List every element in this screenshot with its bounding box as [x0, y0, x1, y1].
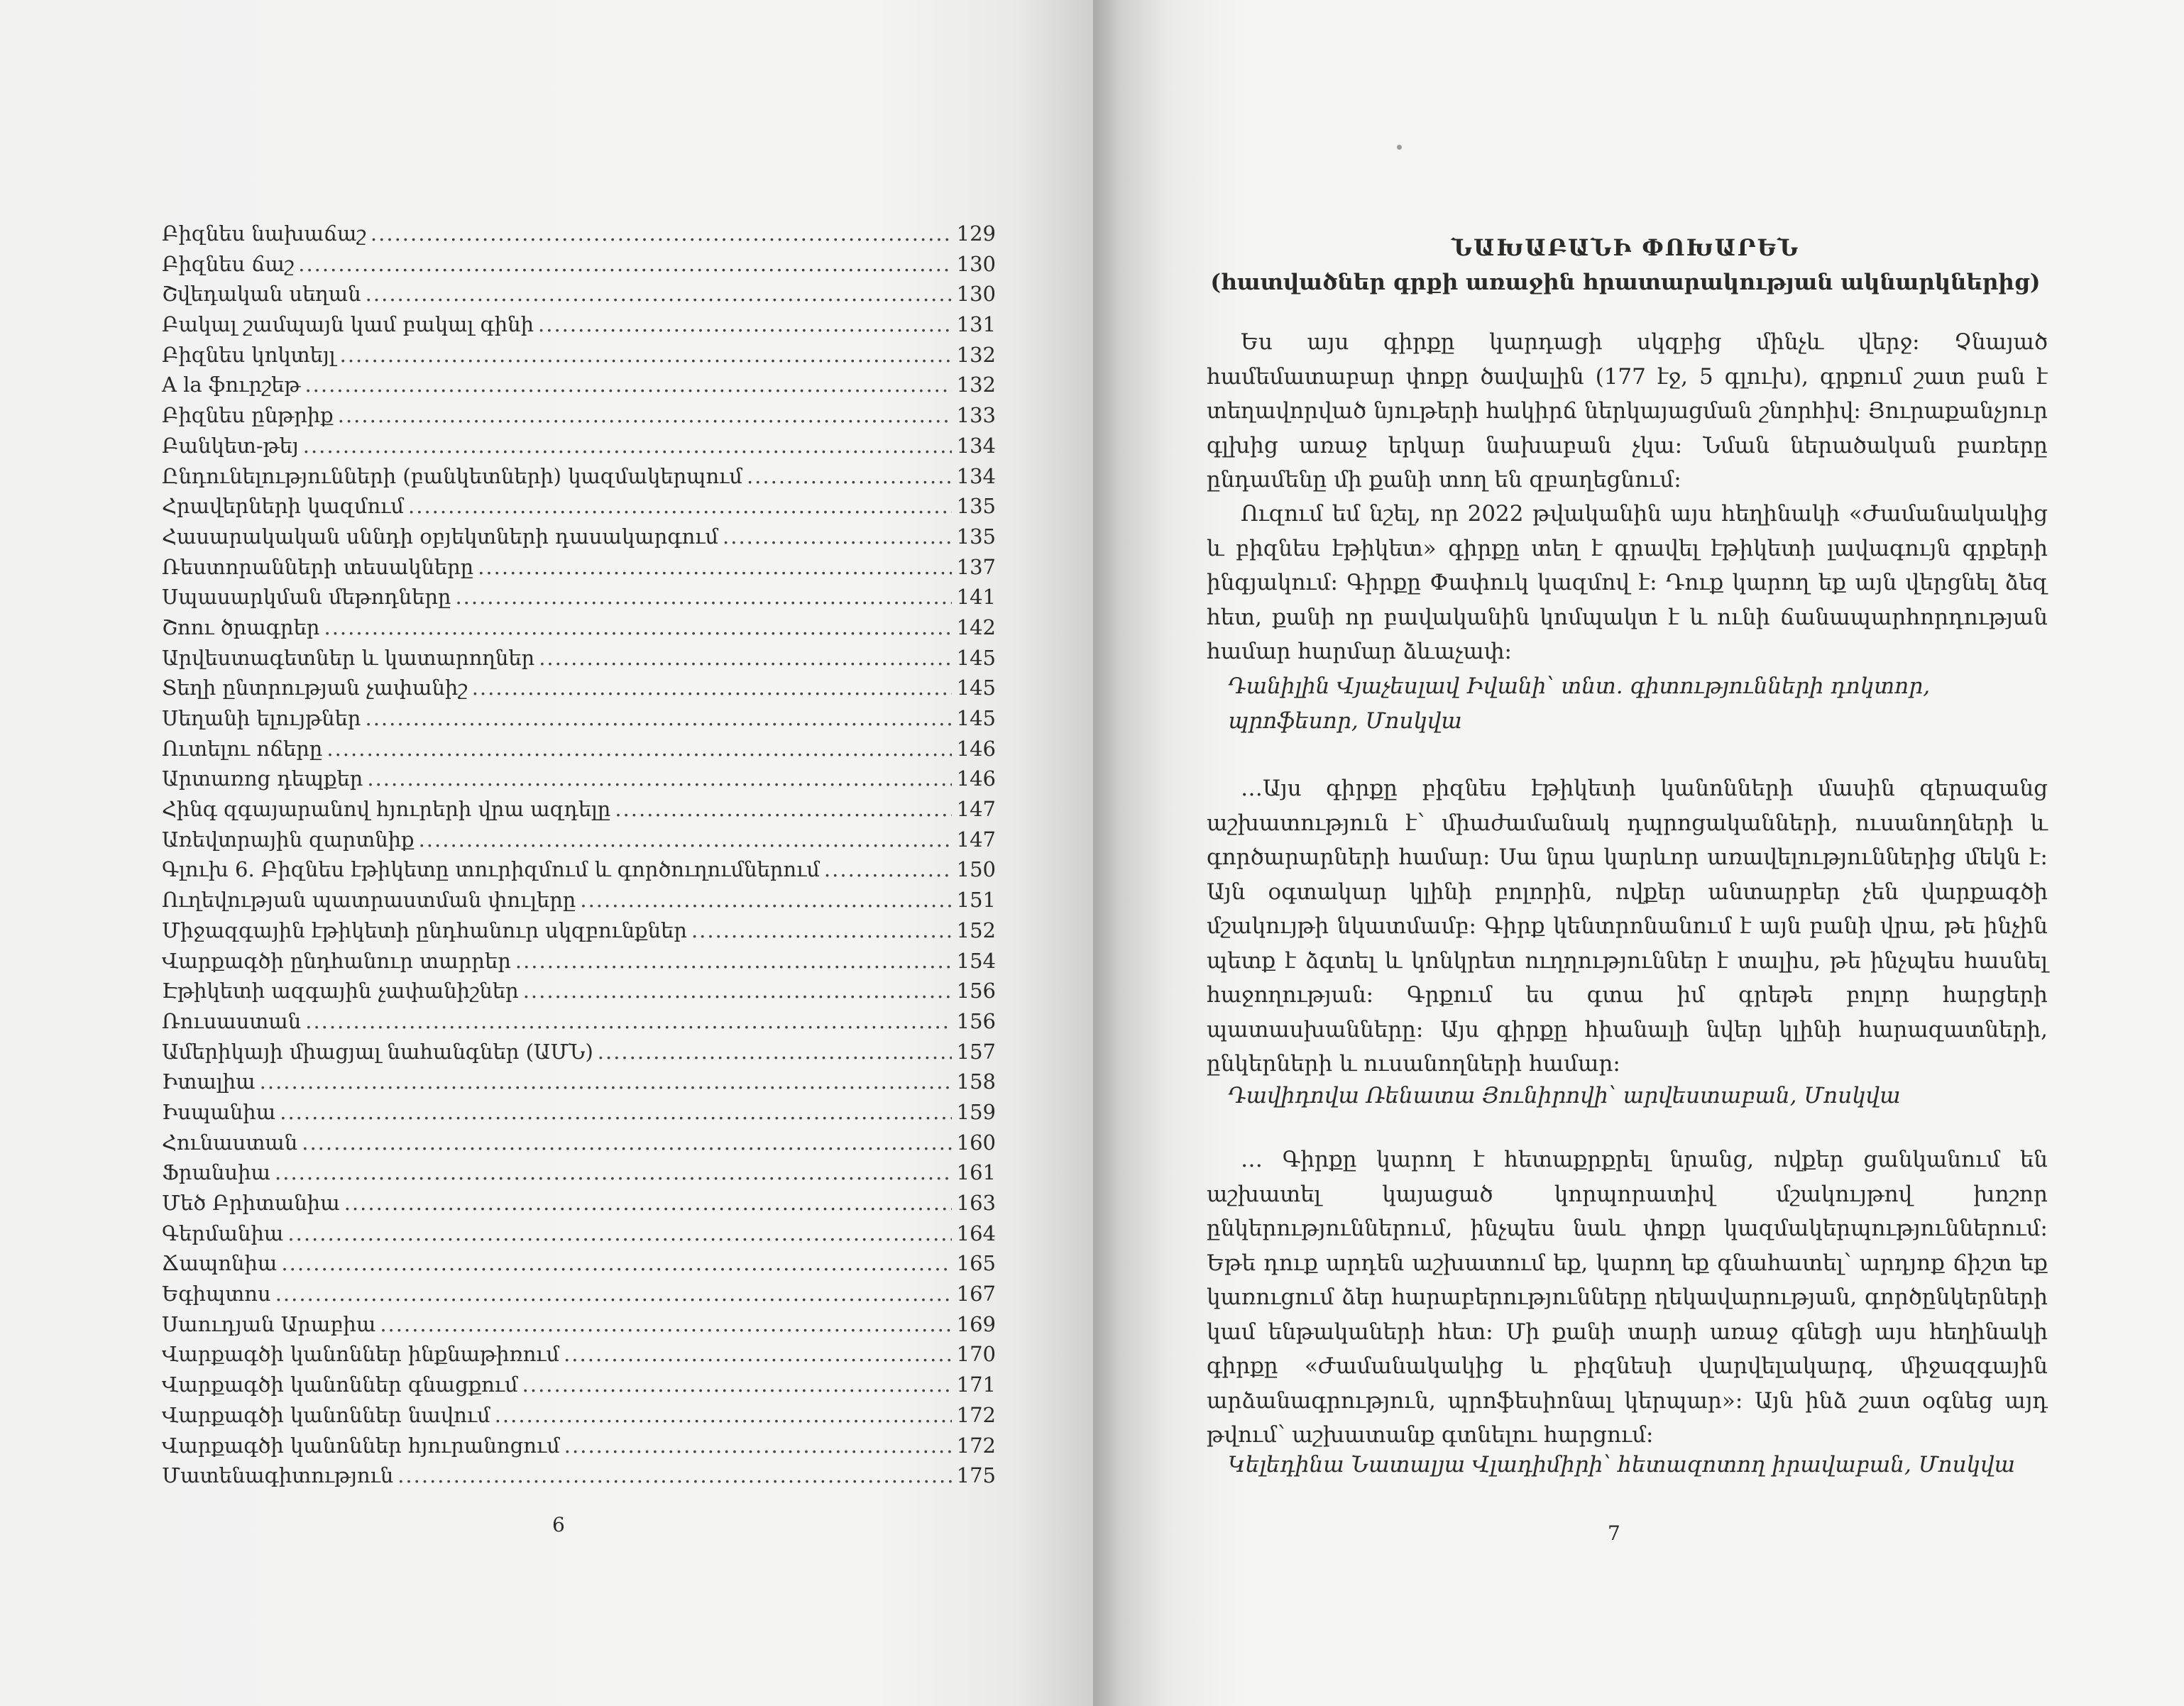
toc-entry — [162, 1342, 996, 1372]
toc-entry-title: Միջազգային էթիկետի ընդհանուր սկզբունքներ — [162, 918, 687, 942]
toc-entry-page-number: 170 — [956, 1342, 996, 1367]
toc-entry-title: Մեծ Բրիտանիա — [162, 1191, 340, 1215]
toc-entry-title: Հասարակական սննդի օբյեկտների դասակարգում — [162, 524, 719, 549]
toc-entry-title: Բիզնես կոկտեյլ — [162, 342, 336, 367]
toc-dot-leader — [340, 343, 952, 367]
toc-dot-leader — [515, 949, 952, 973]
toc-entry — [162, 343, 996, 373]
toc-entry — [162, 1100, 996, 1130]
toc-entry — [162, 403, 996, 434]
toc-entry — [162, 1040, 996, 1070]
toc-dot-leader — [303, 434, 952, 458]
toc-dot-leader — [275, 1282, 952, 1306]
toc-entry-title: Վարքագծի ընդհանուր տարրեր — [162, 948, 511, 973]
toc-entry-title: Վարքագծի կանոններ նավում — [162, 1402, 490, 1427]
toc-entry — [162, 1160, 996, 1191]
toc-entry-title: Մատենագիտություն — [162, 1463, 394, 1488]
toc-dot-leader — [302, 1130, 952, 1155]
toc-entry-page-number: 163 — [956, 1191, 996, 1215]
toc-entry-page-number: 145 — [956, 645, 996, 670]
toc-entry — [162, 615, 996, 646]
toc-entry-title: Վարքագծի կանոններ հյուրանոցում — [162, 1433, 560, 1458]
toc-dot-leader — [408, 494, 952, 518]
toc-entry-page-number: 132 — [956, 342, 996, 367]
page-number-right: 7 — [1608, 1521, 1620, 1545]
toc-dot-leader — [324, 615, 952, 639]
toc-dot-leader — [523, 979, 952, 1003]
toc-entry — [162, 979, 996, 1009]
toc-entry-title: Շվեդական սեղան — [162, 282, 361, 307]
toc-entry — [162, 646, 996, 676]
toc-entry-page-number: 130 — [956, 251, 996, 276]
toc-entry-title: Սպասարկման մեթոդները — [162, 585, 451, 610]
toc-entry-page-number: 159 — [956, 1099, 996, 1124]
toc-dot-leader — [304, 373, 952, 397]
toc-entry-page-number: 161 — [956, 1160, 996, 1185]
toc-entry — [162, 857, 996, 888]
toc-entry-page-number: 151 — [956, 888, 996, 913]
toc-dot-leader — [615, 797, 952, 821]
toc-entry-page-number: 147 — [956, 827, 996, 852]
toc-entry — [162, 1282, 996, 1312]
toc-dot-leader — [260, 1069, 952, 1094]
toc-entry-page-number: 145 — [956, 706, 996, 730]
toc-dot-leader — [380, 1312, 952, 1336]
toc-dot-leader — [824, 857, 952, 881]
toc-entry — [162, 676, 996, 706]
review-signature-3: Կելեդինա Նատալյա Վլադիմիրի՝ հետազոտող իրավաբան, Մոսկվա — [1228, 1452, 2016, 1477]
foreword-subheading: (հատվածներ գրքի առաջին հրատարակության ակնարկներից) — [1210, 270, 2041, 295]
toc-entry-title: Գլուխ 6. Բիզնես էթիկետը տուրիզմում և գործուղումներում — [162, 857, 820, 882]
toc-entry — [162, 918, 996, 949]
toc-entry-page-number: 135 — [956, 494, 996, 519]
foreword-heading: ՆԱԽԱԲԱՆԻ ՓՈԽԱՐԵՆ — [1451, 234, 1800, 261]
toc-entry — [162, 1251, 996, 1282]
toc-entry-title: Վարքագծի կանոններ գնացքում — [162, 1372, 518, 1397]
toc-dot-leader — [564, 1342, 952, 1366]
toc-entry-title: Իսպանիա — [162, 1099, 276, 1124]
scan-speck — [1397, 145, 1402, 150]
toc-entry-title: Բիզնես ճաշ — [162, 251, 295, 276]
toc-entry-title: Արվեստագետներ և կատարողներ — [162, 645, 535, 670]
toc-entry-page-number: 131 — [956, 312, 996, 337]
toc-dot-leader — [326, 737, 952, 761]
toc-entry-page-number: 129 — [956, 221, 996, 246]
toc-entry — [162, 221, 996, 252]
toc-dot-leader — [472, 676, 952, 700]
toc-entry — [162, 494, 996, 524]
review-signature-2: Դավիդովա Ռենատա Յունիրովի՝ արվեստաբան, Մոսկվա — [1228, 1083, 1901, 1108]
toc-entry-title: Սեղանի ելույթներ — [162, 706, 361, 730]
toc-dot-leader — [298, 252, 952, 276]
toc-dot-leader — [371, 221, 952, 246]
toc-entry — [162, 1191, 996, 1221]
toc-entry — [162, 888, 996, 918]
toc-entry-page-number: 146 — [956, 766, 996, 791]
toc-dot-leader — [280, 1100, 952, 1124]
toc-entry-page-number: 146 — [956, 736, 996, 761]
toc-entry — [162, 737, 996, 767]
toc-entry-title: Ֆրանսիա — [162, 1160, 271, 1185]
toc-dot-leader — [538, 312, 952, 336]
toc-entry — [162, 373, 996, 403]
review-paragraph-4: … Գիրքը կարող է հետաքրքրել նրանց, ովքեր ցանկանում են աշխատել կայացած կորպորատիվ մշակույթով խոշոր ընկերություններում, ինչպես նաև փոքր կազմակերպություններում: Եթե դուք արդեն աշխատում եք, կարող եք գնահատել՝ արդյոք ճիշտ եք կառուցում ձեր հարաբերությունները ղեկավարության, գործընկերների կամ ենթակաների հետ: Մի քանի տարի առաջ գնեցի այս հեղինակի գիրքը «Ժամանակակից և բիզնեսի վարվելակարգ, միջազգային արձանագրություն, պրոֆեսիոնալ կերպար»: Այն ինձ շատ օգնեց այդ թվում՝ աշխատանք գտնելու հարցում: — [1207, 1147, 2048, 1448]
toc-entry-title: Բանկետ-թեյ — [162, 433, 299, 458]
toc-entry-page-number: 152 — [956, 918, 996, 942]
toc-entry-title: Ամերիկայի միացյալ նահանգներ (ԱՄՆ) — [162, 1039, 593, 1064]
toc-entry-title: Տեղի ընտրության չափանիշ — [162, 676, 468, 700]
review-paragraph-1: Ես այս գիրքը կարդացի սկզբից մինչև վերջ: Չնայած համեմատաբար փոքր ծավալին (177 էջ, 5 գլուխ), գրքում շատ բան է տեղավորված նյութերի հակիրճ ներկայացման շնորհիվ: Յուրաքանչյուր գլխից առաջ երկար նախաբան չկա: Նման ներածական բառերը ընդամենը մի քանի տող են զբաղեցնում: — [1207, 329, 2048, 492]
toc-entry-title: Ընդունելությունների (բանկետների) կազմակերպում — [162, 463, 742, 488]
toc-entry — [162, 766, 996, 797]
toc-dot-leader — [367, 766, 952, 791]
toc-entry-title: Եգիպտոս — [162, 1282, 271, 1306]
toc-entry — [162, 282, 996, 312]
toc-entry-title: Բիզնես նախաճաշ — [162, 221, 366, 246]
toc-dot-leader — [539, 646, 952, 670]
toc-entry — [162, 1009, 996, 1040]
toc-entry-title: Էթիկետի ազգային չափանիշներ — [162, 979, 519, 1003]
toc-entry — [162, 1312, 996, 1343]
toc-entry-title: Հրավերների կազմում — [162, 494, 405, 519]
toc-entry-page-number: 141 — [956, 585, 996, 610]
toc-entry-page-number: 134 — [956, 433, 996, 458]
toc-dot-leader — [275, 1160, 952, 1184]
toc-dot-leader — [495, 1403, 952, 1427]
toc-entry-page-number: 135 — [956, 524, 996, 549]
toc-entry-title: Սաուդյան Արաբիա — [162, 1311, 376, 1336]
toc-entry — [162, 1403, 996, 1433]
toc-entry-page-number: 165 — [956, 1251, 996, 1276]
toc-entry-page-number: 145 — [956, 676, 996, 700]
toc-entry — [162, 1221, 996, 1252]
toc-entry-page-number: 154 — [956, 948, 996, 973]
toc-entry-title: Ռեստորանների տեսակները — [162, 554, 474, 579]
toc-entry-page-number: 137 — [956, 554, 996, 579]
toc-entry-page-number: 150 — [956, 857, 996, 882]
toc-entry-title: Գերմանիա — [162, 1221, 284, 1245]
toc-dot-leader — [691, 918, 952, 942]
toc-entry-page-number: 142 — [956, 615, 996, 639]
toc-entry-title: Բիզնես ընթրիք — [162, 403, 334, 428]
toc-entry-page-number: 130 — [956, 282, 996, 307]
toc-entry-page-number: 160 — [956, 1130, 996, 1155]
toc-entry-page-number: 158 — [956, 1069, 996, 1094]
review-signature-1: Դանիլին Վյաչեսլավ Իվանի՝ տնտ. գիտությունների դոկտոր, պրոֆեսոր, Մոսկվա — [1228, 673, 1931, 734]
toc-dot-leader — [419, 827, 952, 852]
toc-entry-page-number: 134 — [956, 463, 996, 488]
toc-dot-leader — [281, 1251, 952, 1275]
toc-dot-leader — [723, 524, 952, 549]
toc-entry — [162, 1372, 996, 1403]
toc-entry — [162, 585, 996, 615]
toc-entry — [162, 1130, 996, 1161]
toc-entry-page-number: 175 — [956, 1463, 996, 1488]
toc-entry-page-number: 133 — [956, 403, 996, 428]
toc-entry-page-number: 156 — [956, 979, 996, 1003]
toc-entry-title: Ուտելու ոճերը — [162, 736, 323, 761]
toc-entry — [162, 1069, 996, 1100]
toc-entry-title: Հինգ զգայարանով հյուրերի վրա ազդելը — [162, 797, 611, 822]
toc-entry — [162, 949, 996, 979]
toc-dot-leader — [564, 1433, 952, 1458]
toc-entry-title: Բակալ շամպայն կամ բակալ գինի — [162, 312, 534, 337]
toc-dot-leader — [365, 706, 952, 730]
toc-entry — [162, 555, 996, 585]
toc-entry-page-number: 164 — [956, 1221, 996, 1245]
toc-entry — [162, 464, 996, 495]
toc-entry-title: Ռուսաստան — [162, 1008, 302, 1033]
toc-entry-title: Ուղեվության պատրաստման փուլերը — [162, 888, 576, 913]
toc-entry-page-number: 147 — [956, 797, 996, 822]
toc-dot-leader — [598, 1040, 952, 1064]
toc-entry — [162, 252, 996, 282]
toc-entry-page-number: 171 — [956, 1372, 996, 1397]
toc-entry-title: Իտալիա — [162, 1069, 256, 1094]
toc-dot-leader — [305, 1009, 952, 1033]
toc-dot-leader — [338, 403, 952, 427]
toc-entry — [162, 706, 996, 737]
table-of-contents — [162, 221, 996, 1494]
toc-entry-page-number: 156 — [956, 1008, 996, 1033]
toc-dot-leader — [455, 585, 952, 609]
toc-entry-page-number: 172 — [956, 1433, 996, 1458]
toc-dot-leader — [522, 1372, 952, 1397]
toc-entry — [162, 434, 996, 464]
toc-entry-page-number: 169 — [956, 1311, 996, 1336]
toc-entry-page-number: 157 — [956, 1039, 996, 1064]
toc-entry-title: Արտառոց դեպքեր — [162, 766, 363, 791]
toc-dot-leader — [287, 1221, 952, 1245]
toc-entry-title: A la ֆուրշեթ — [162, 373, 301, 397]
toc-dot-leader — [747, 464, 952, 488]
toc-dot-leader — [478, 555, 952, 579]
toc-entry — [162, 1433, 996, 1464]
toc-entry-page-number: 132 — [956, 373, 996, 397]
review-paragraph-3: …Այս գիրքը բիզնես էթիկետի կանոնների մասին զերազանց աշխատություն է՝ միաժամանակ դպրոցականների, ուսանողների և գործարարների համար: Սա նրա կարևոր առավելություններից մեկն է: Այն օգտակար կլինի բոլորին, ովքեր անտարբեր չեն վարքագծի մշակույթի նկատմամբ: Գիրք կենտրոնանում է այն բանի վրա, թե ինչին պետք է ձգտել և կոնկրետ ուղղություններ է տալիս, թե ինչպես հասնել հաջողության: Գրքում ես գտա իմ գրեթե բոլոր հարցերի պատասխանները: Այս գիրքը հիանալի նվեր կլինի հարազատների, ընկերների և ուսանողների համար: — [1207, 776, 2048, 1077]
toc-entry — [162, 312, 996, 343]
toc-dot-leader — [366, 282, 952, 306]
toc-entry — [162, 797, 996, 827]
toc-entry-page-number: 172 — [956, 1402, 996, 1427]
toc-entry — [162, 827, 996, 858]
toc-entry-title: Վարքագծի կանոններ ինքնաթիռում — [162, 1342, 560, 1367]
toc-entry-title: Ճապոնիա — [162, 1251, 278, 1276]
toc-entry-title: Հունաստան — [162, 1130, 298, 1155]
review-paragraph-2: Ուզում եմ նշել, որ 2022 թվականին այս հեղինակի «Ժամանակակից և բիզնես էթիկետ» գիրքը տեղ է գրավել էթիկետի լավագույն գրքերի ինգյակում: Գիրքը Փափուկ կազմով է: Դուք կարող եք այն վերցնել ձեզ հետ, քանի որ բավականին կոմպակտ է և ունի ճանապարհորդության համար հարմար ձևաչափ: — [1207, 501, 2048, 664]
toc-entry-title: Առեվտրային զարտնիք — [162, 827, 415, 852]
page-number-left: 6 — [552, 1513, 565, 1536]
toc-entry — [162, 1463, 996, 1494]
toc-dot-leader — [580, 888, 952, 912]
toc-entry-page-number: 167 — [956, 1282, 996, 1306]
toc-entry-title: Շոու ծրագրեր — [162, 615, 320, 639]
toc-dot-leader — [397, 1463, 952, 1487]
toc-entry — [162, 524, 996, 555]
toc-dot-leader — [344, 1191, 952, 1215]
